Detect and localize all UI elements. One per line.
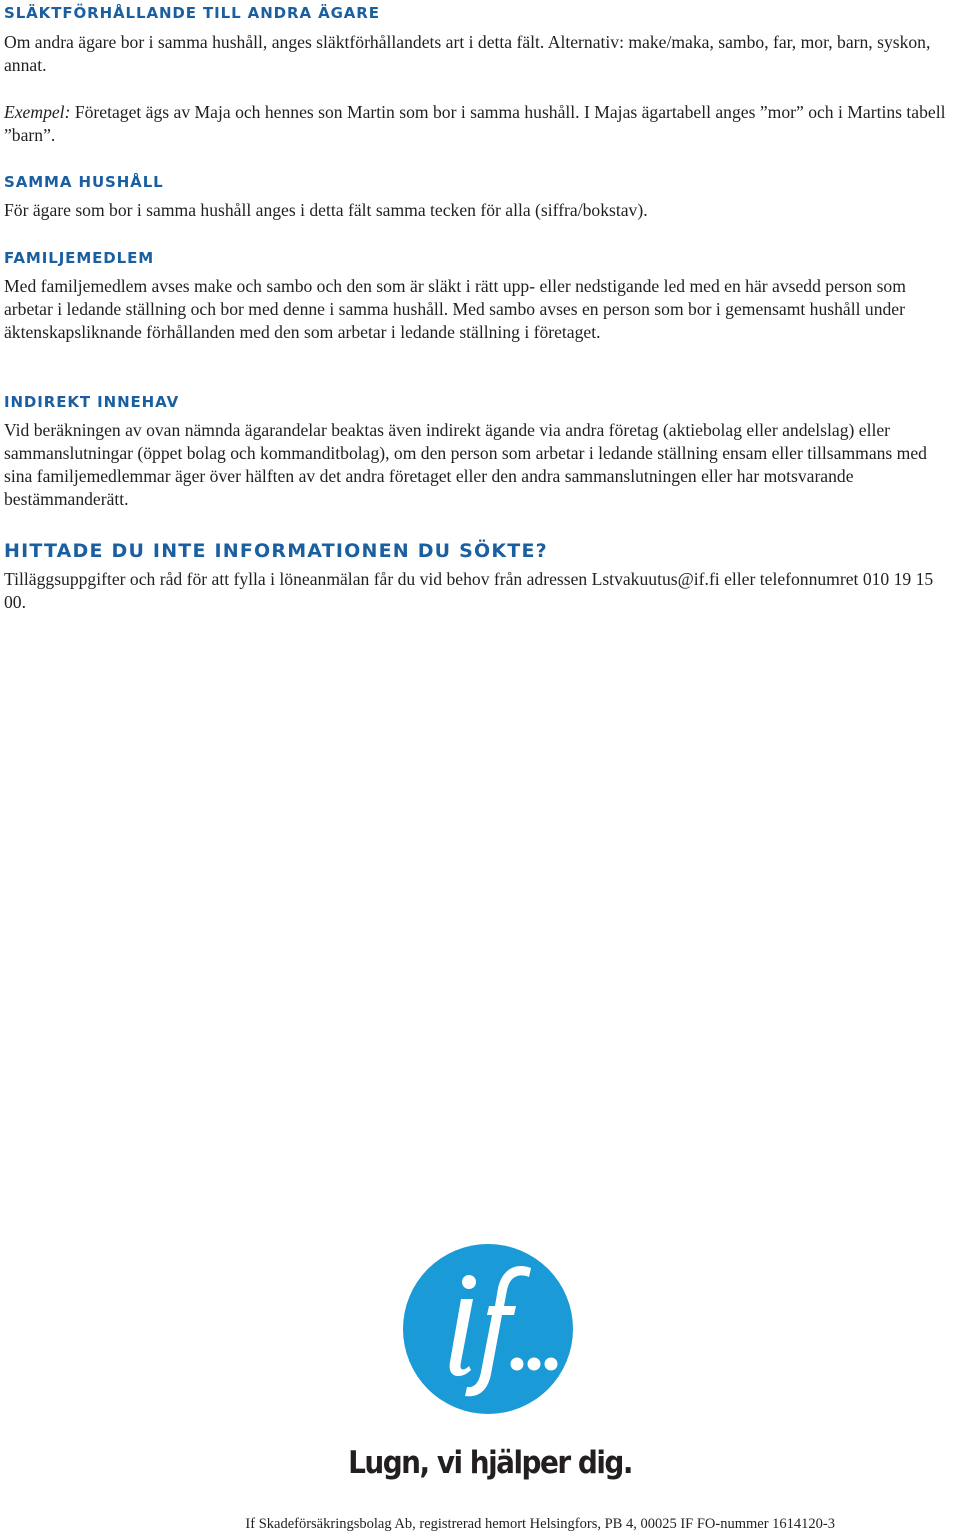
tagline-text: Lugn, vi hjälper dig. [348,1445,632,1481]
footer-text: If Skadeförsäkringsbolag Ab, registrerad hemort Helsingfors, PB 4, 00025 IF FO-nummer 1614120-3 [245,1516,835,1532]
section-heading-help: HITTADE DU INTE INFORMATIONEN DU SÖKTE? [4,540,548,562]
if-logo [403,1244,573,1414]
section-heading-indirect: INDIREKT INNEHAV [4,393,180,411]
section-text-family: Med familjemedlem avses make och sambo och den som är släkt i rätt upp- eller nedstigande led med en här avsedd person som arbetar i ledande ställning och bor med denne i samma hushåll. Med sambo avses en person som bor i gemensamt hushåll under äktenskapsliknande förhållanden med den som arbetar i ledande ställning i företaget. [4,276,906,342]
section-text-relation: Om andra ägare bor i samma hushåll, anges släktförhållandets art i detta fält. Alternativ: make/maka, sambo, far, mor, barn, syskon, annat. [4,32,931,75]
section-text-indirect: Vid beräkningen av ovan nämnda ägarandelar beaktas även indirekt ägande via andra företag (aktiebolag eller andelslag) eller sammanslutningar (öppet bolag och kommanditbolag), om den person som arbetar i ledande ställning ensam eller tillsammans med sina familjemedlemmar äger över hälften av det andra företaget eller den andra sammanslutningen eller har motsvarande bestämmanderätt. [4,420,927,509]
section-text-household: För ägare som bor i samma hushåll anges i detta fält samma tecken för alla (siffra/bokstav). [4,200,648,220]
if-logo-icon [403,1244,573,1414]
example-text: Företaget ägs av Maja och hennes son Martin som bor i samma hushåll. I Majas ägartabell anges ”mor” och i Martins tabell ”barn”. [4,102,946,145]
section-text-help: Tilläggsuppgifter och råd för att fylla i löneanmälan får du vid behov från adressen Lstvakuutus@if.fi eller telefonnumret 010 19 15 00. [4,569,934,612]
section-heading-relation: SLÄKTFÖRHÅLLANDE TILL ANDRA ÄGARE [4,4,380,22]
section-heading-household: SAMMA HUSHÅLL [4,173,164,191]
tagline-graphic [348,1441,632,1481]
example-paragraph [4,101,958,147]
example-label: Exempel: [4,102,71,122]
section-heading-family: FAMILJEMEDLEM [4,249,155,267]
